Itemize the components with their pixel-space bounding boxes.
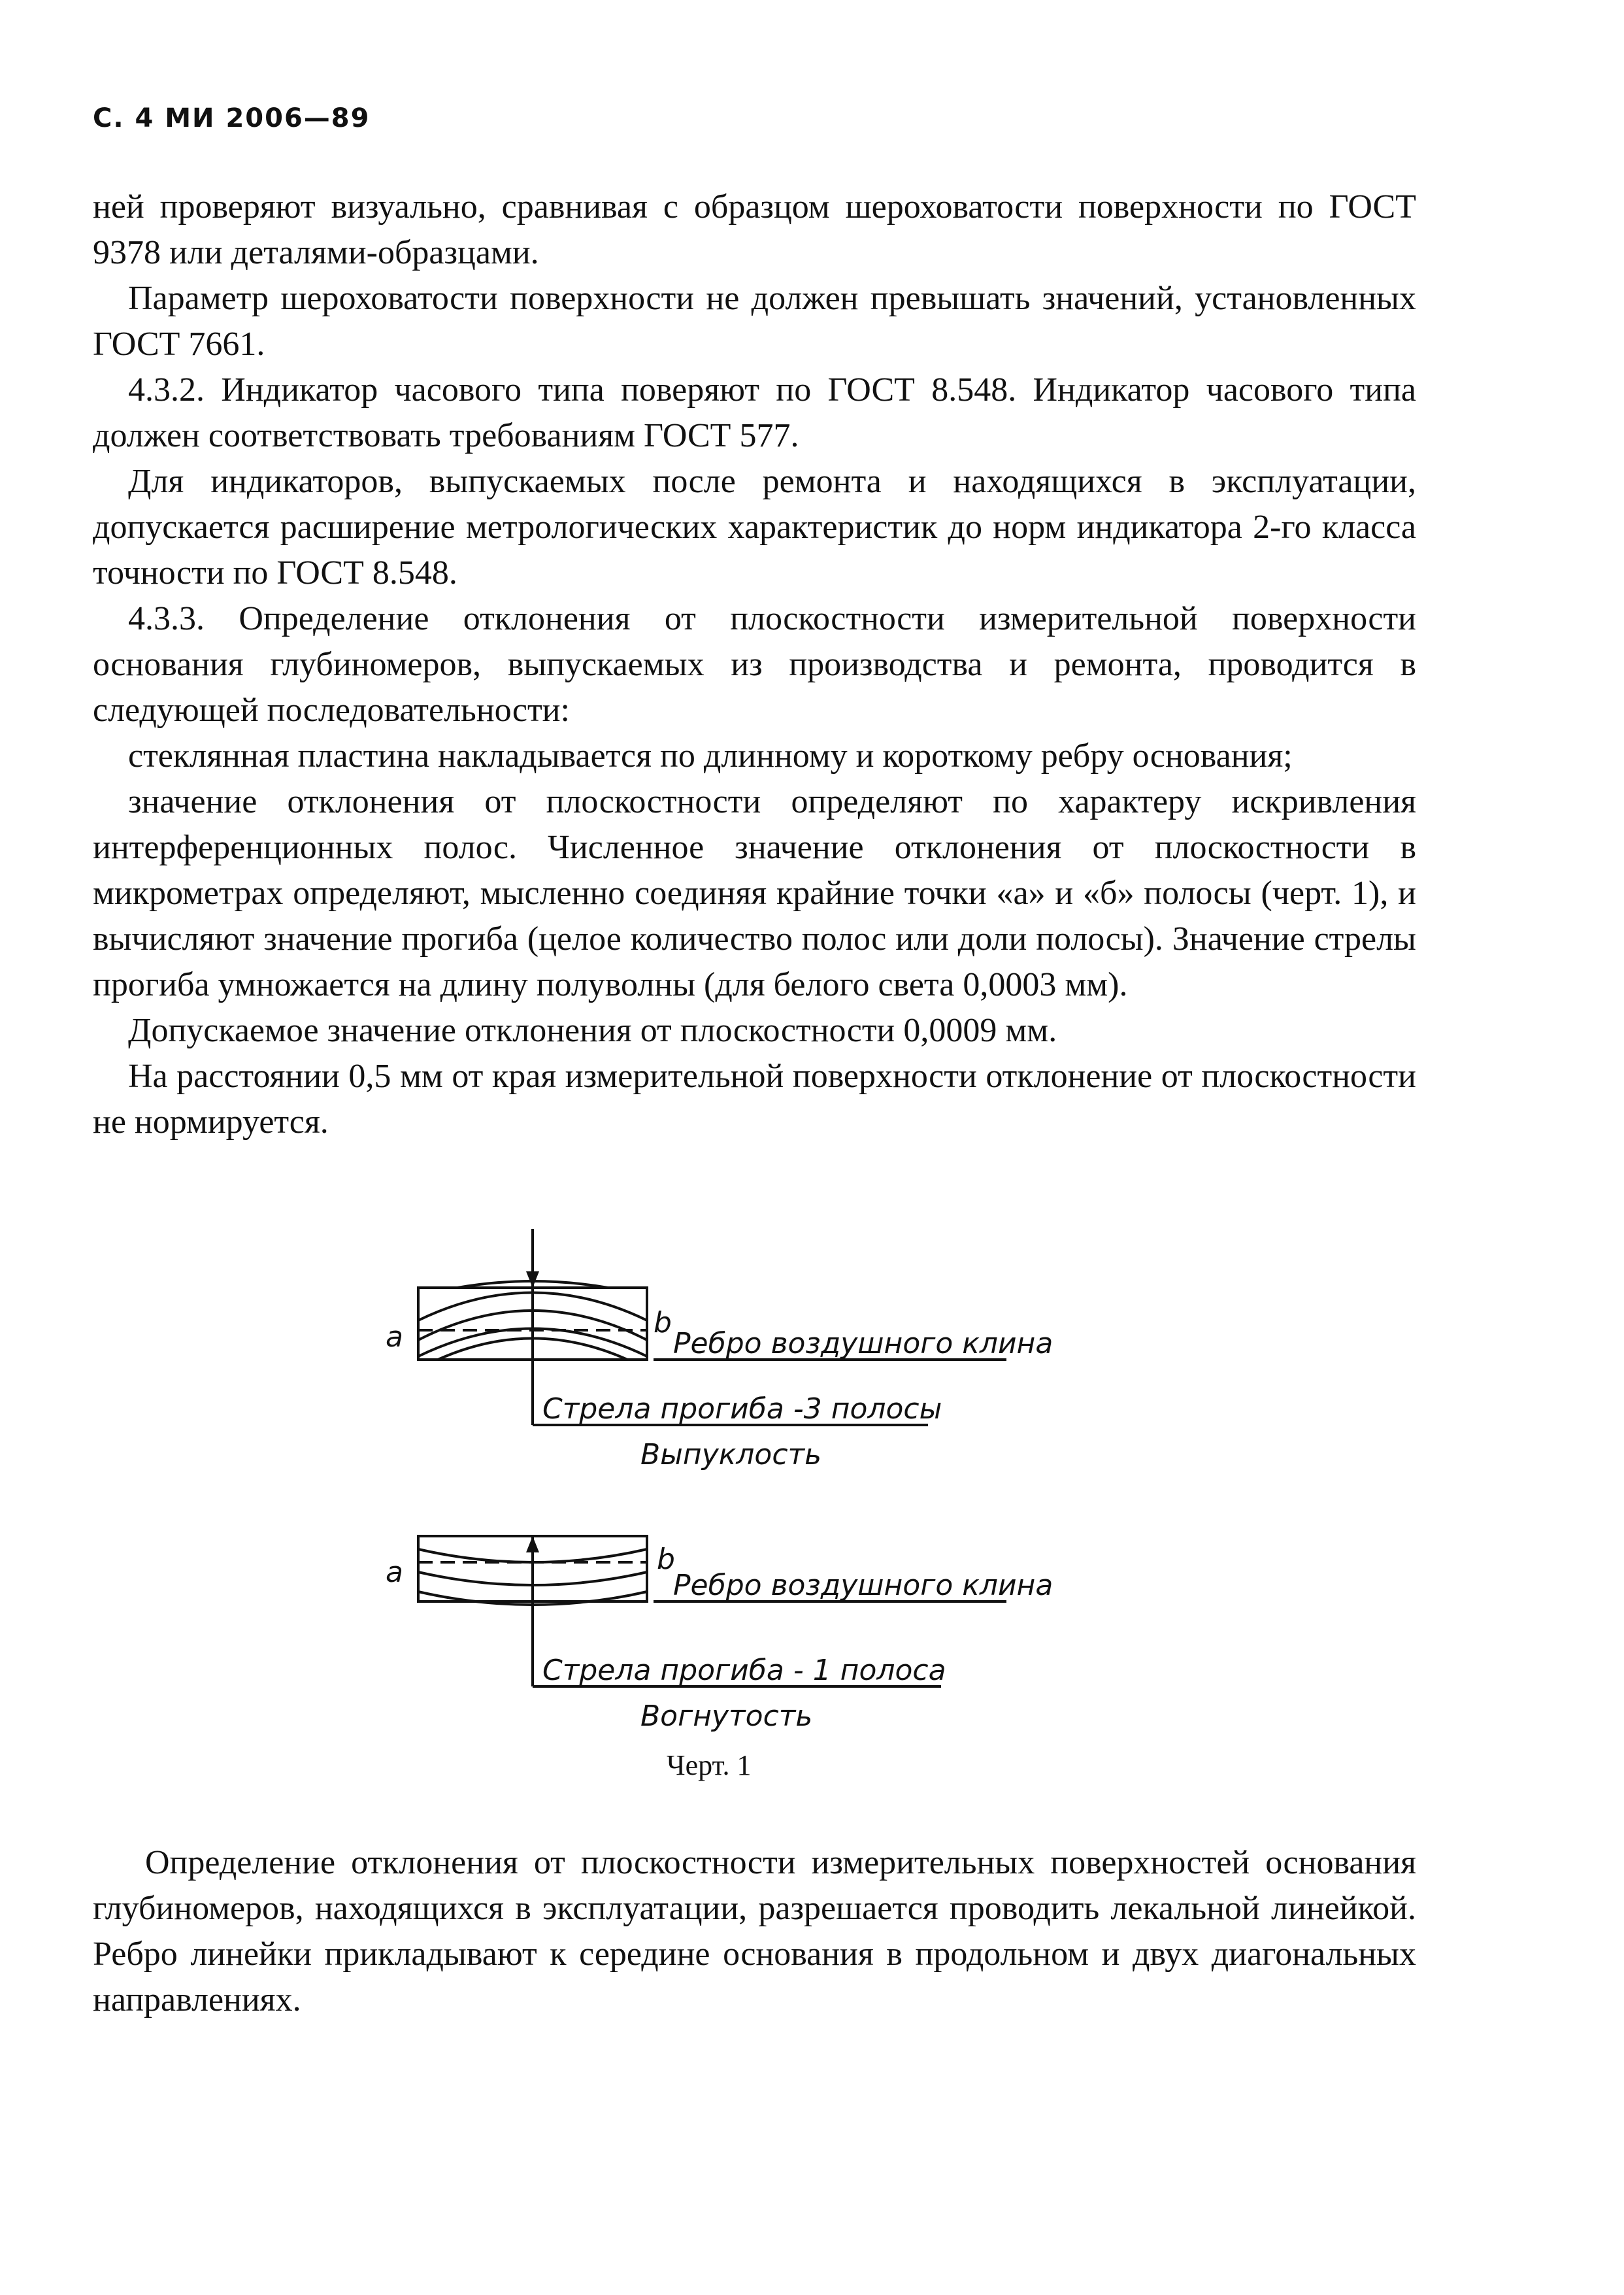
page-header: С. 4 МИ 2006—89: [93, 103, 371, 133]
arrow-head-icon: [526, 1536, 539, 1552]
point-a-label: a: [386, 1556, 403, 1589]
shape-label: Вогнутость: [640, 1700, 813, 1733]
edge-label: Ребро воздушного клина: [673, 1569, 1053, 1602]
paragraph: 4.3.3. Определение отклонения от плоскостности измерительной поверхности основания глубиномеров, выпускаемых из производства и ремонта, проводится в следующей последовательности:: [93, 600, 1416, 729]
paragraph: Для индикаторов, выпускаемых после ремонта и находящихся в эксплуатации, допускается расширение метрологических характеристик до норм индикатора 2-го класса точности по ГОСТ 8.548.: [93, 463, 1416, 592]
paragraph: значение отклонения от плоскостности определяют по характеру искривления интерференционных полос. Численное значение отклонения от плоскостности в микрометрах определяют, мысленно соединяя крайние точки «а» и «б» полосы (черт. 1), и вычисляют значение прогиба (целое количество полос или доли полосы). Значение стрелы прогиба умножается на длину полуволны (для белого света 0,0003 мм).: [93, 783, 1416, 1003]
deflection-label: Стрела прогиба - 1 полоса: [542, 1654, 946, 1687]
figure-caption: Черт. 1: [667, 1749, 752, 1781]
figure-1: [366, 1229, 1085, 1798]
point-b-label: b: [654, 1306, 672, 1339]
paragraph: 4.3.2. Индикатор часового типа поверяют по ГОСТ 8.548. Индикатор часового типа должен соответствовать требованиям ГОСТ 577.: [93, 371, 1416, 454]
deflection-label: Стрела прогиба -3 полосы: [542, 1392, 942, 1426]
paragraph: На расстоянии 0,5 мм от края измерительной поверхности отклонение от плоскостности не нормируется.: [93, 1058, 1416, 1141]
paragraph: ней проверяют визуально, сравнивая с образцом шероховатости поверхности по ГОСТ 9378 или деталями-образцами.: [93, 188, 1416, 271]
paragraph: стеклянная пластина накладывается по длинному и короткому ребру основания;: [128, 737, 1293, 775]
paragraph: Определение отклонения от плоскостности измерительных поверхностей основания глубиномеров, находящихся в эксплуатации, разрешается проводить лекальной линейкой. Ребро линейки прикладывают к середине основания в продольном и двух диагональных направлениях.: [93, 1844, 1416, 2019]
edge-label: Ребро воздушного клина: [673, 1327, 1053, 1360]
shape-label: Выпуклость: [640, 1438, 822, 1471]
paragraph: Допускаемое значение отклонения от плоскостности 0,0009 мм.: [128, 1012, 1057, 1049]
closing-text: [93, 1840, 1416, 2023]
body-text: [93, 184, 1416, 1145]
arrow-head-icon: [526, 1271, 539, 1288]
point-a-label: a: [386, 1320, 403, 1354]
paragraph: Параметр шероховатости поверхности не должен превышать значений, установленных ГОСТ 7661.: [93, 280, 1416, 363]
point-b-label: b: [657, 1543, 675, 1576]
